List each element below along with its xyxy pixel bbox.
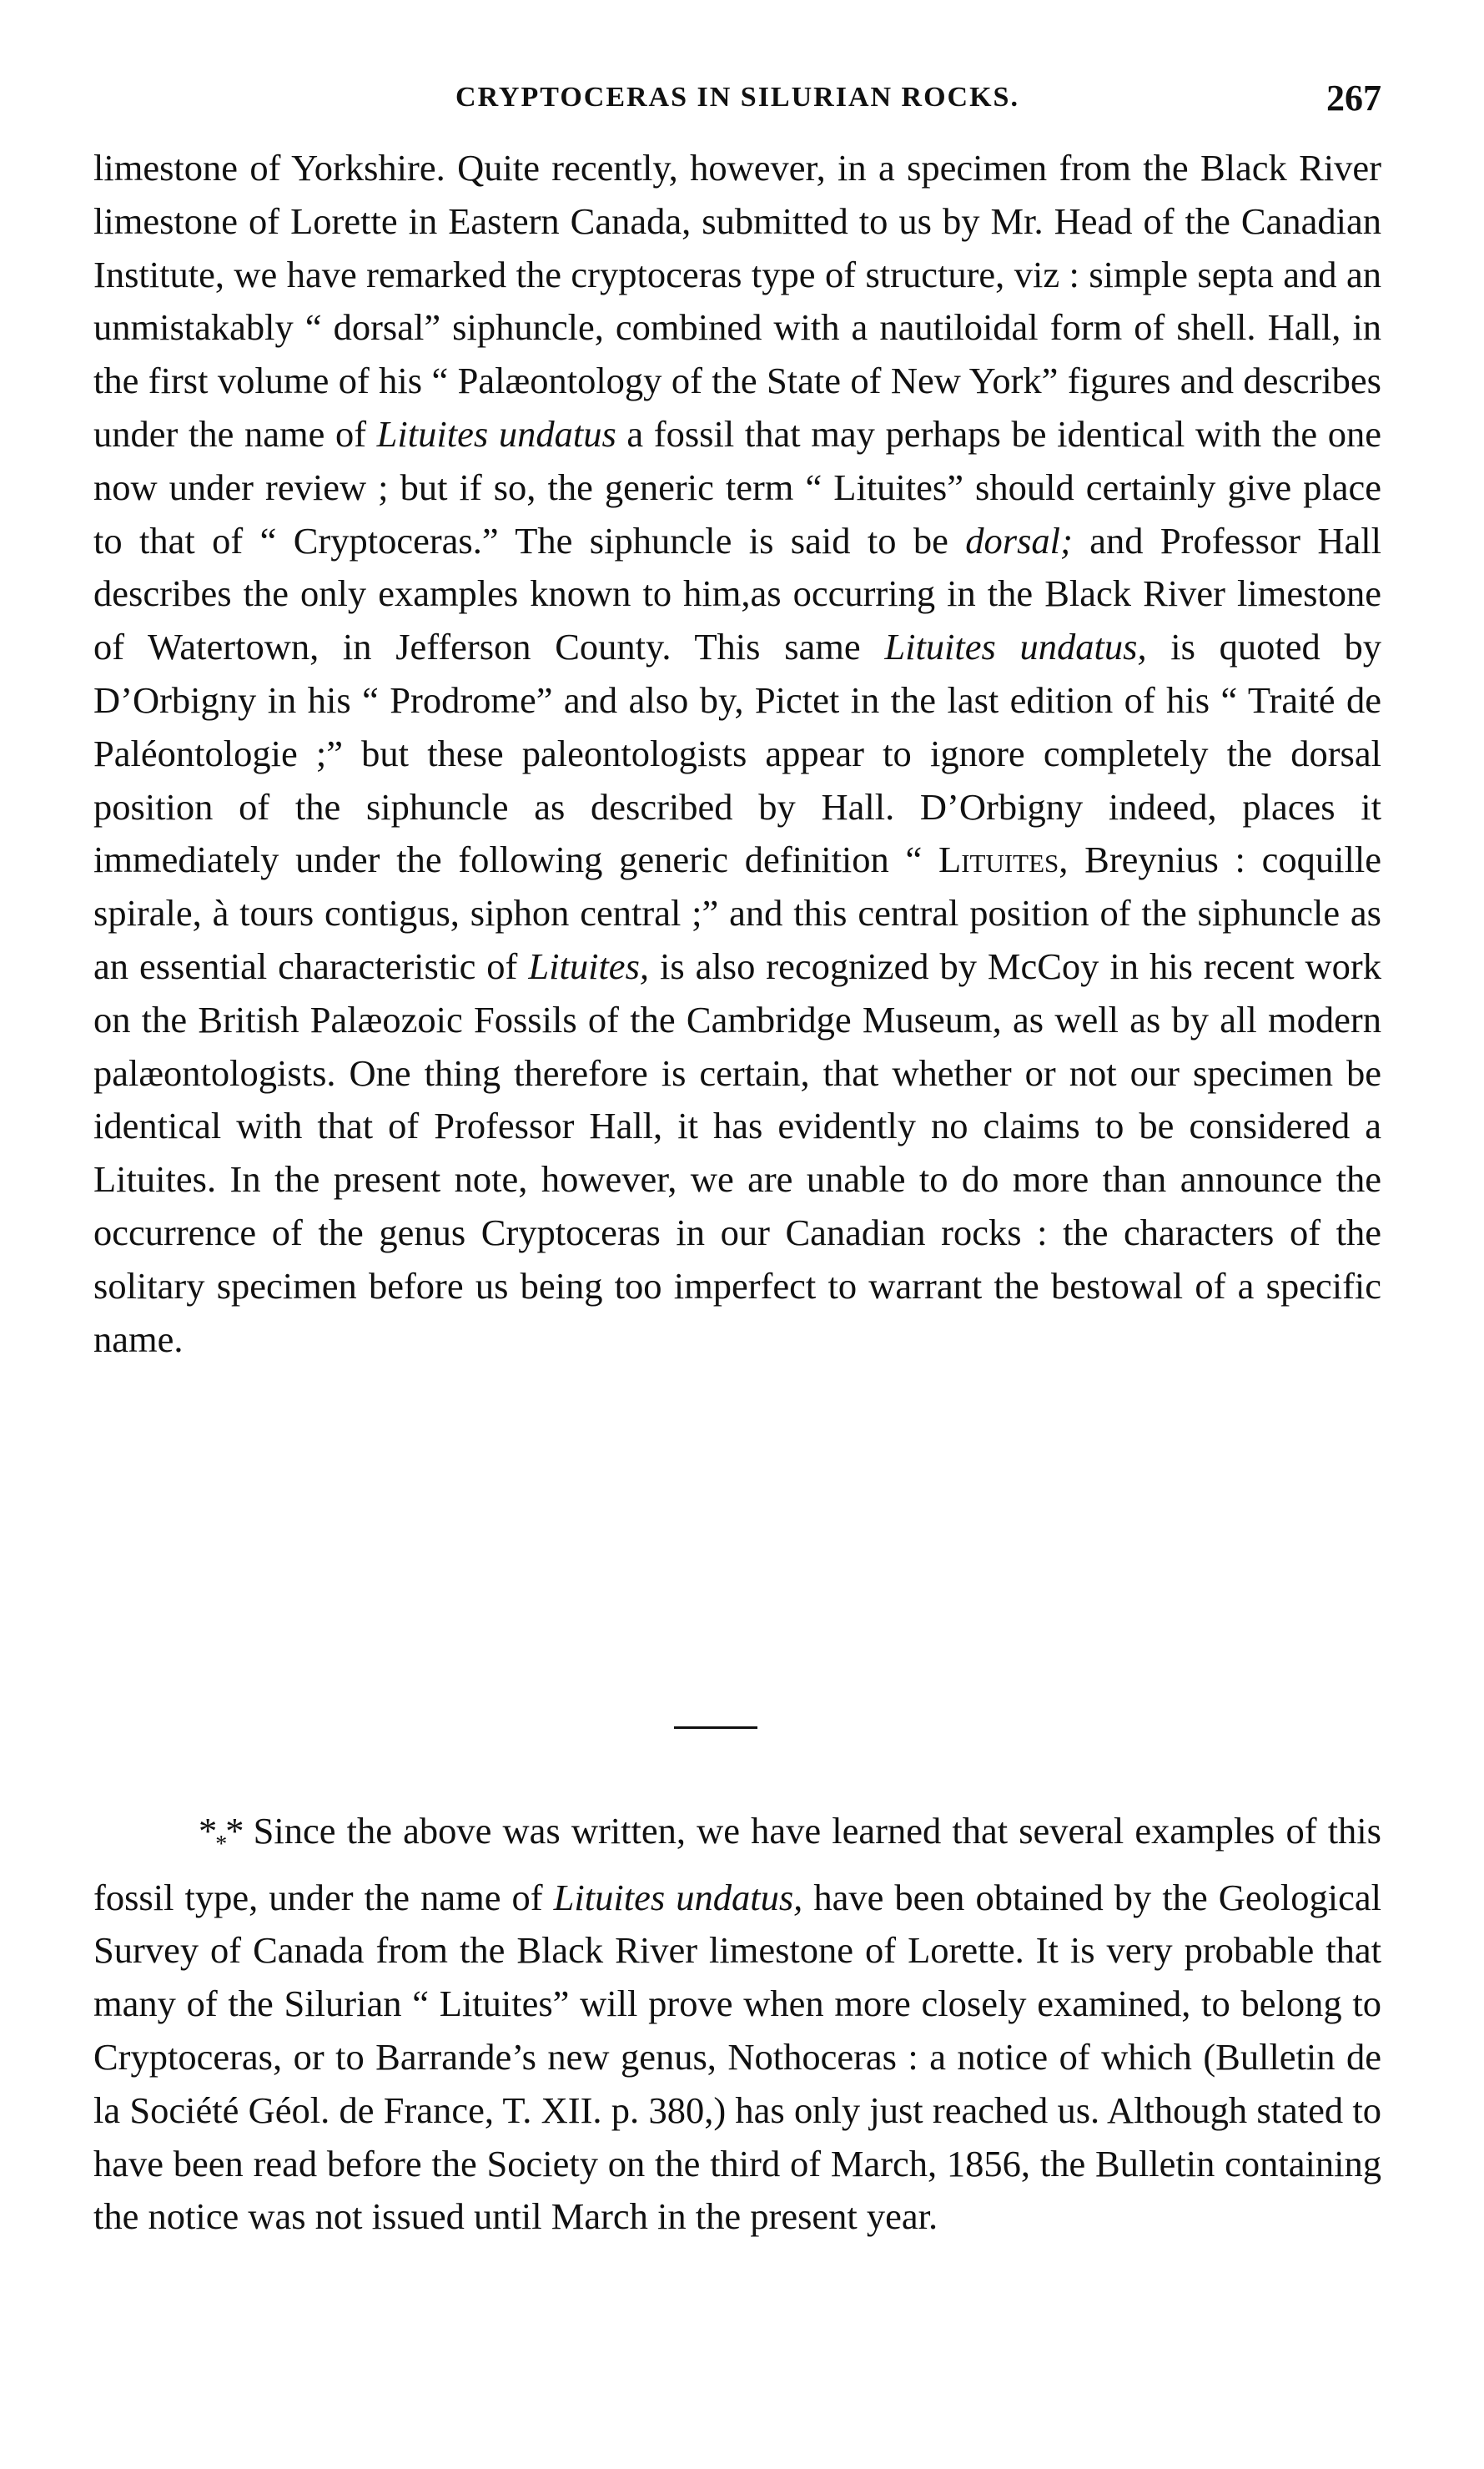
asterism-star: * [199,1810,216,1852]
section-divider [674,1726,757,1729]
asterism-star: * [225,1810,243,1852]
footnote-text-segment: have been obtained by the Geological Survey of Canada from the Black River limestone of Lorette. It is very probable that many of the Silurian “ Lituites” will prove when more closely examined, to belong to Cryptoceras, or to Barrande’s new genus, Nothoceras : a notice of which (Bulletin de la Société Géol. de France, T. XII. p. 380,) has only just reached us. Although stated to have been read before the Society on the third of March, 1856, the Bulletin containing the notice was not issued until March in the present year. [93,1876,1381,2238]
body-text-segment: a fossil that may perhaps be identical with the one now under review ; but if so, the generic term “ Lituites” should certainly give place to that of “ Cryptoceras.” The siphuncle is said to be [93,412,1381,562]
taxon-name: Lituites undatus, [553,1876,803,1918]
taxon-name: Lituites, [528,945,650,987]
body-text-segment: limestone of Yorkshire. Quite recently, however, in a specimen from the Black River limestone of Lorette in Eastern Canada, submitted to us by Mr. Head of the Canadian Institute, we have remarked the cryptoceras type of structure, viz : simple septa and an unmistakably “ dorsal” siphuncle, combined with a nautiloidal form of shell. Hall, in the first volume of his “ Palæontology of the State of New York” figures and describes under the name of [93,147,1381,455]
body-text-segment: Breynius : coquille spirale, à tours contigus, siphon central ;” and this central position of the siphuncle as an essential characteristic of [93,839,1381,987]
taxon-name: Lituites undatus [376,412,616,455]
footnote-paragraph [93,1805,1381,2244]
body-text-segment: is also recognized by McCoy in his recent work on the British Palæozoic Fossils of the Cambridge Museum, as well as by all modern palæontologists. One thing therefore is certain, that whether or not our specimen be identical with that of Professor Hall, it has evidently no claims to be considered a Lituites. In the present note, however, we are unable to do more than announce the occurrence of the genus Cryptoceras in our Canadian rocks : the characters of the solitary specimen before us being too imperfect to warrant the bestowal of a specific name. [93,945,1381,1360]
running-title: CRYPTOCERAS IN SILURIAN ROCKS. [455,82,1019,113]
footnote-text-segment: Since the above was written, we have learned that several examples of this fossil type, under the name of [93,1810,1381,1918]
asterism-mark [199,1810,243,1857]
running-head [93,77,1381,127]
emphasis-term: dorsal; [965,519,1073,562]
body-text-segment: and Professor Hall describes the only examples known to him,as occurring in the Black River limestone of Watertown, in Jefferson County. This same [93,519,1381,668]
genus-heading: Lituites, [938,839,1069,881]
asterism-star: * [215,1831,226,1857]
main-paragraph [93,142,1381,1366]
page-number: 267 [1326,78,1381,118]
taxon-name: Lituites undatus, [884,626,1147,668]
body-text-segment: is quoted by D’Orbigny in his “ Prodrome” and also by, Pictet in the last edition of his “ Traité de Paléontologie ;” but these paleontologists appear to ignore completely the dorsal position of the siphuncle as described by Hall. D’Orbigny indeed, places it immediately under the following generic definition “ [93,626,1381,881]
